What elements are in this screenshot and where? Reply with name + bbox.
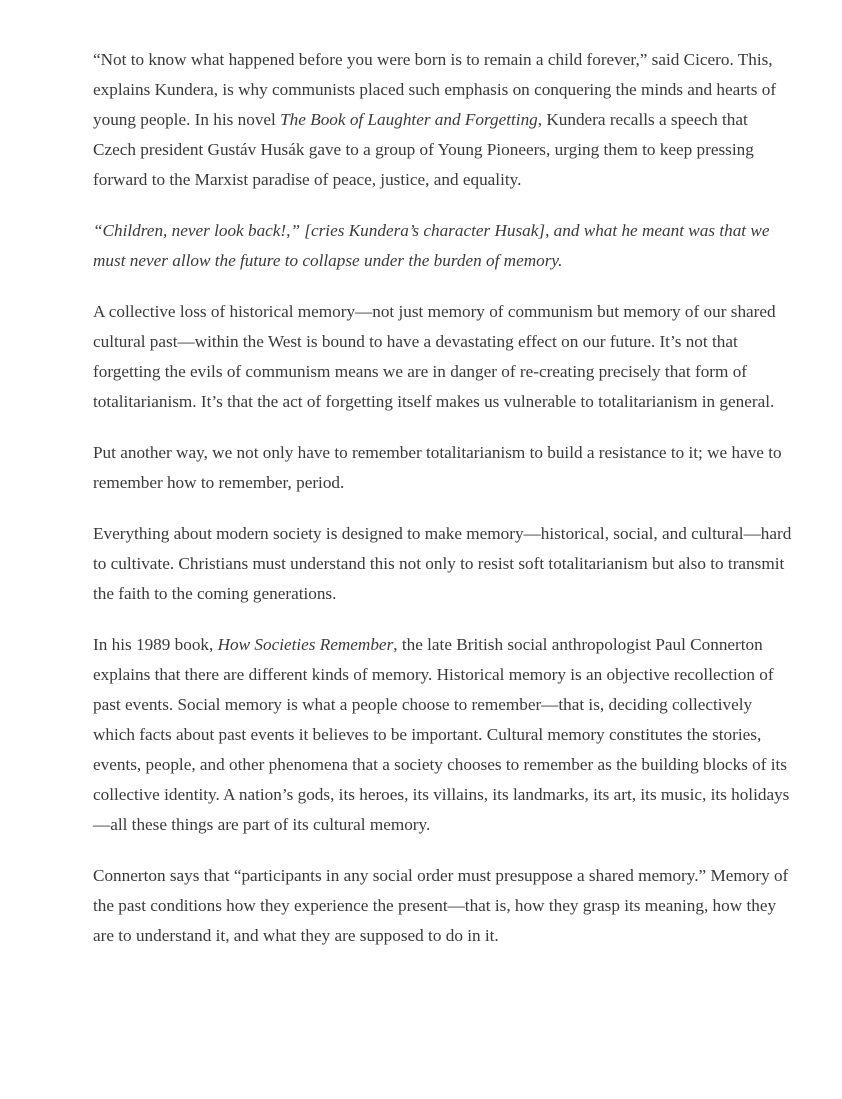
paragraph-text: , Kundera recalls a speech that Czech president Gustáv Husák gave to a group of Young Pioneers, urging them to keep pressing forward to the Marxist paradise of peace, justice, and equality. <box>93 110 754 189</box>
paragraph-shared-memory: Connerton says that “participants in any social order must presuppose a shared memory.” Memory of the past conditions how they experience the present—that is, how they grasp its meaning, how they are to understand it, and what they are supposed to do in it. <box>93 866 789 945</box>
paragraph-historical-memory: A collective loss of historical memory—not just memory of communism but memory of our shared cultural past—within the West is bound to have a devastating effect on our future. It’s not that forgetting the evils of communism means we are in danger of re-creating precisely that form of totalitarianism. It’s that the act of forgetting itself makes us vulnerable to totalitarianism in general. <box>93 302 776 411</box>
paragraph-text: In his 1989 book, <box>93 635 218 654</box>
paragraph-cicero <box>93 45 793 195</box>
block-quote: “Children, never look back!,” [cries Kundera’s character Husak], and what he meant was that we must never allow the future to collapse under the burden of memory. <box>93 221 770 270</box>
paragraph-text: , the late British social anthropologist Paul Connerton explains that there are different kinds of memory. Historical memory is an objective recollection of past events. Social memory is what a people choose to remember—that is, deciding collectively which facts about past events it believes to be important. Cultural memory constitutes the stories, events, people, and other phenomena that a society chooses to remember as the building blocks of its collective identity. A nation’s gods, its heroes, its villains, its landmarks, its art, its music, its holidays—all these things are part of its cultural memory. <box>93 635 790 834</box>
paragraph-modern-society: Everything about modern society is designed to make memory—historical, social, and cultural—hard to cultivate. Christians must understand this not only to resist soft totalitarianism but also to transmit the faith to the coming generations. <box>93 524 792 603</box>
book-title: How Societies Remember <box>217 635 394 654</box>
paragraph-text: “Not to know what happened before you were born is to remain a child forever,” said Cicero. This, explains Kundera, is why communists placed such emphasis on conquering the minds and hearts of young people. In his novel <box>93 50 777 129</box>
paragraph-remember: Put another way, we not only have to remember totalitarianism to build a resistance to it; we have to remember how to remember, period. <box>93 443 782 492</box>
paragraph-connerton <box>93 630 793 840</box>
book-title: The Book of Laughter and Forgetting <box>280 110 538 129</box>
article-body <box>93 45 793 972</box>
